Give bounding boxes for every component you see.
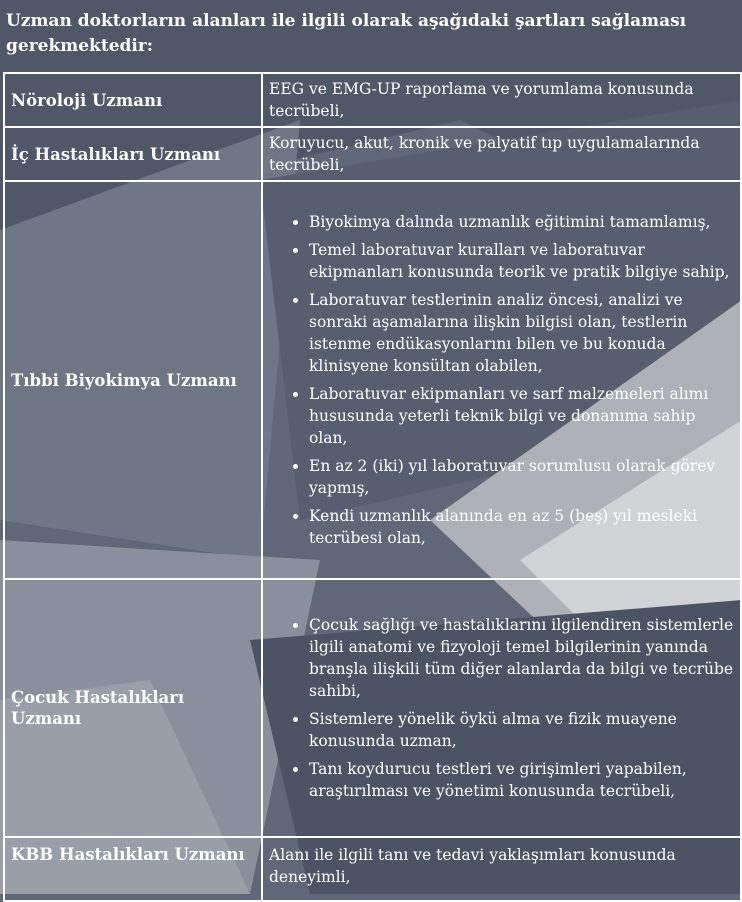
- requirement-list: [269, 614, 734, 802]
- list-item: • Laboratuvar ekipmanları ve sarf malzemeleri alımı hususunda yeterli teknik bilgi ve donanıma sahip olan,: [309, 383, 734, 449]
- specialty-name: Nöroloji Uzmanı: [4, 73, 262, 127]
- specialty-requirement-list: [262, 579, 741, 837]
- specialty-name: İç Hastalıkları Uzmanı: [4, 127, 262, 181]
- list-item: • Çocuk sağlığı ve hastalıklarını ilgilendiren sistemlerle ilgili anatomi ve fizyoloji temel bilgilerinin yanında branşla ilişkili tüm diğer alanlarda da bilgi ve tecrübe sahibi,: [309, 614, 734, 702]
- list-item: • Tanı koydurucu testleri ve girişimleri yapabilen, araştırılması ve yönetimi konusunda tecrübeli,: [309, 758, 734, 802]
- table-row: [4, 73, 741, 127]
- specialty-name: KBB Hastalıkları Uzmanı: [4, 837, 262, 901]
- table-row: [4, 837, 741, 901]
- specialty-name: Tıbbi Biyokimya Uzmanı: [4, 181, 262, 579]
- list-item: • En az 2 (iki) yıl laboratuvar sorumlusu olarak görev yapmış,: [309, 455, 734, 499]
- list-item: • Sistemlere yönelik öykü alma ve fizik muayene konusunda uzman,: [309, 708, 734, 752]
- list-item: • Laboratuvar testlerinin analiz öncesi, analizi ve sonraki aşamalarına ilişkin bilgisi olan, testlerin istenme endükasyonlarını bilen ve bu konuda klinisyene konsültan olabilen,: [309, 289, 734, 377]
- table-row: [4, 579, 741, 837]
- specialty-requirement: Koruyucu, akut, kronik ve palyatif tıp uygulamalarında tecrübeli,: [262, 127, 741, 181]
- requirement-list: [269, 211, 734, 549]
- list-item: • Kendi uzmanlık alanında en az 5 (beş) yıl mesleki tecrübesi olan,: [309, 505, 734, 549]
- requirements-table: [3, 72, 742, 902]
- list-item: • Biyokimya dalında uzmanlık eğitimini tamamlamış,: [309, 211, 734, 233]
- specialty-requirement: EEG ve EMG-UP raporlama ve yorumlama konusunda tecrübeli,: [262, 73, 741, 127]
- table-row: [4, 181, 741, 579]
- intro-heading: Uzman doktorların alanları ile ilgili olarak aşağıdaki şartları sağlaması gerekmektedir:: [6, 11, 687, 56]
- specialty-requirement: Alanı ile ilgili tanı ve tedavi yaklaşımları konusunda deneyimli,: [262, 837, 741, 901]
- specialty-requirement-list: [262, 181, 741, 579]
- list-item: • Temel laboratuvar kuralları ve laboratuvar ekipmanları konusunda teorik ve pratik bilgiye sahip,: [309, 239, 734, 283]
- table-row: [4, 127, 741, 181]
- specialty-name: Çocuk Hastalıkları Uzmanı: [4, 579, 262, 837]
